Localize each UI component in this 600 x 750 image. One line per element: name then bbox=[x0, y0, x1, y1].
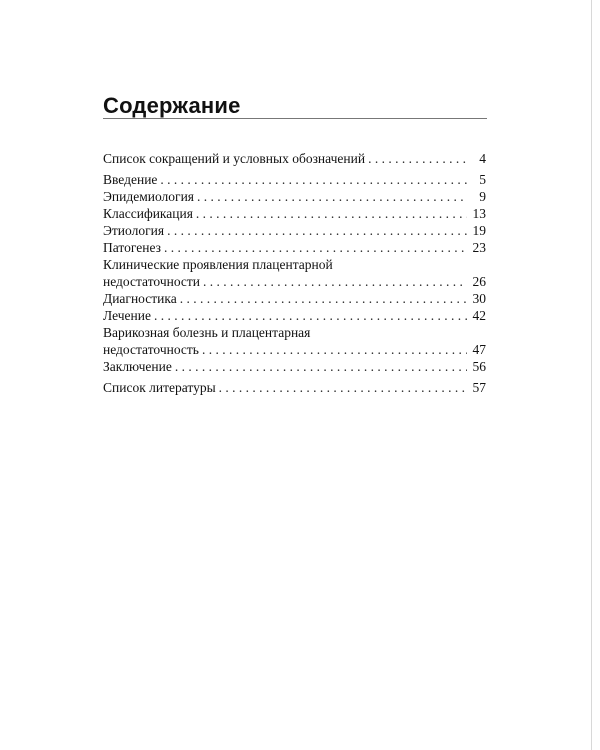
toc-entry-title: Патогенез bbox=[103, 240, 161, 255]
toc-entry-title: Лечение bbox=[103, 308, 151, 323]
toc-dot-leader bbox=[203, 273, 467, 290]
toc-entry-title: Эпидемиология bbox=[103, 189, 195, 204]
toc-entry-title-line2: недостаточности bbox=[103, 274, 201, 289]
toc-dot-leader bbox=[219, 379, 467, 396]
toc-entry-title-line1: Варикозная болезнь и плацентарная bbox=[103, 325, 311, 340]
toc-entry-title: Список сокращений и условных обозначений bbox=[103, 151, 366, 166]
toc-entry-title: Этиология bbox=[103, 223, 165, 238]
toc-page-number: 47 bbox=[472, 342, 486, 357]
toc-dot-leader bbox=[196, 205, 467, 222]
page-edge-line bbox=[591, 0, 592, 750]
toc-entry-title: Заключение bbox=[103, 359, 172, 374]
toc-page-number: 19 bbox=[472, 223, 486, 238]
toc-dot-leader bbox=[160, 171, 467, 188]
toc-page-number: 5 bbox=[479, 172, 486, 187]
toc-entry-title: Классификация bbox=[103, 206, 193, 221]
toc-page-number: 9 bbox=[479, 189, 486, 204]
table-of-contents bbox=[103, 150, 486, 396]
toc-dot-leader bbox=[202, 341, 467, 358]
toc-page-number: 57 bbox=[472, 380, 486, 395]
toc-entry-title: Список литературы bbox=[103, 380, 216, 395]
toc-entry-introduction[interactable] bbox=[103, 171, 486, 188]
toc-entry-clinical-manifestations[interactable] bbox=[103, 256, 486, 290]
toc-entry-title-line1: Клинические проявления плацентарной bbox=[103, 257, 333, 272]
toc-dot-leader bbox=[180, 290, 467, 307]
toc-dot-leader bbox=[175, 358, 467, 375]
toc-entry-title: Диагностика bbox=[103, 291, 177, 306]
toc-dot-leader bbox=[368, 150, 467, 167]
toc-entry-abbreviations[interactable] bbox=[103, 150, 486, 167]
toc-dot-leader bbox=[197, 188, 467, 205]
toc-entry-epidemiology[interactable] bbox=[103, 188, 486, 205]
toc-entry-conclusion[interactable] bbox=[103, 358, 486, 375]
toc-entry-treatment[interactable] bbox=[103, 307, 486, 324]
page-title: Содержание bbox=[103, 93, 241, 118]
toc-entry-diagnostics[interactable] bbox=[103, 290, 486, 307]
toc-page-number: 30 bbox=[472, 291, 486, 306]
title-underline bbox=[103, 118, 487, 119]
toc-dot-leader bbox=[154, 307, 467, 324]
toc-entry-etiology[interactable] bbox=[103, 222, 486, 239]
toc-page-number: 4 bbox=[479, 151, 486, 166]
toc-entry-line2 bbox=[103, 341, 486, 358]
toc-entry-title-line2: недостаточность bbox=[103, 342, 199, 357]
toc-entry-line2 bbox=[103, 273, 486, 290]
toc-dot-leader bbox=[167, 222, 467, 239]
toc-entry-varicose-disease[interactable] bbox=[103, 324, 486, 358]
toc-entry-classification[interactable] bbox=[103, 205, 486, 222]
toc-entry-title: Введение bbox=[103, 172, 158, 187]
toc-dot-leader bbox=[164, 239, 467, 256]
toc-page-number: 13 bbox=[472, 206, 486, 221]
toc-page-number: 56 bbox=[472, 359, 486, 374]
toc-entry-pathogenesis[interactable] bbox=[103, 239, 486, 256]
toc-page-number: 26 bbox=[472, 274, 486, 289]
toc-entry-references[interactable] bbox=[103, 379, 486, 396]
toc-page-number: 23 bbox=[472, 240, 486, 255]
toc-page-number: 42 bbox=[472, 308, 486, 323]
